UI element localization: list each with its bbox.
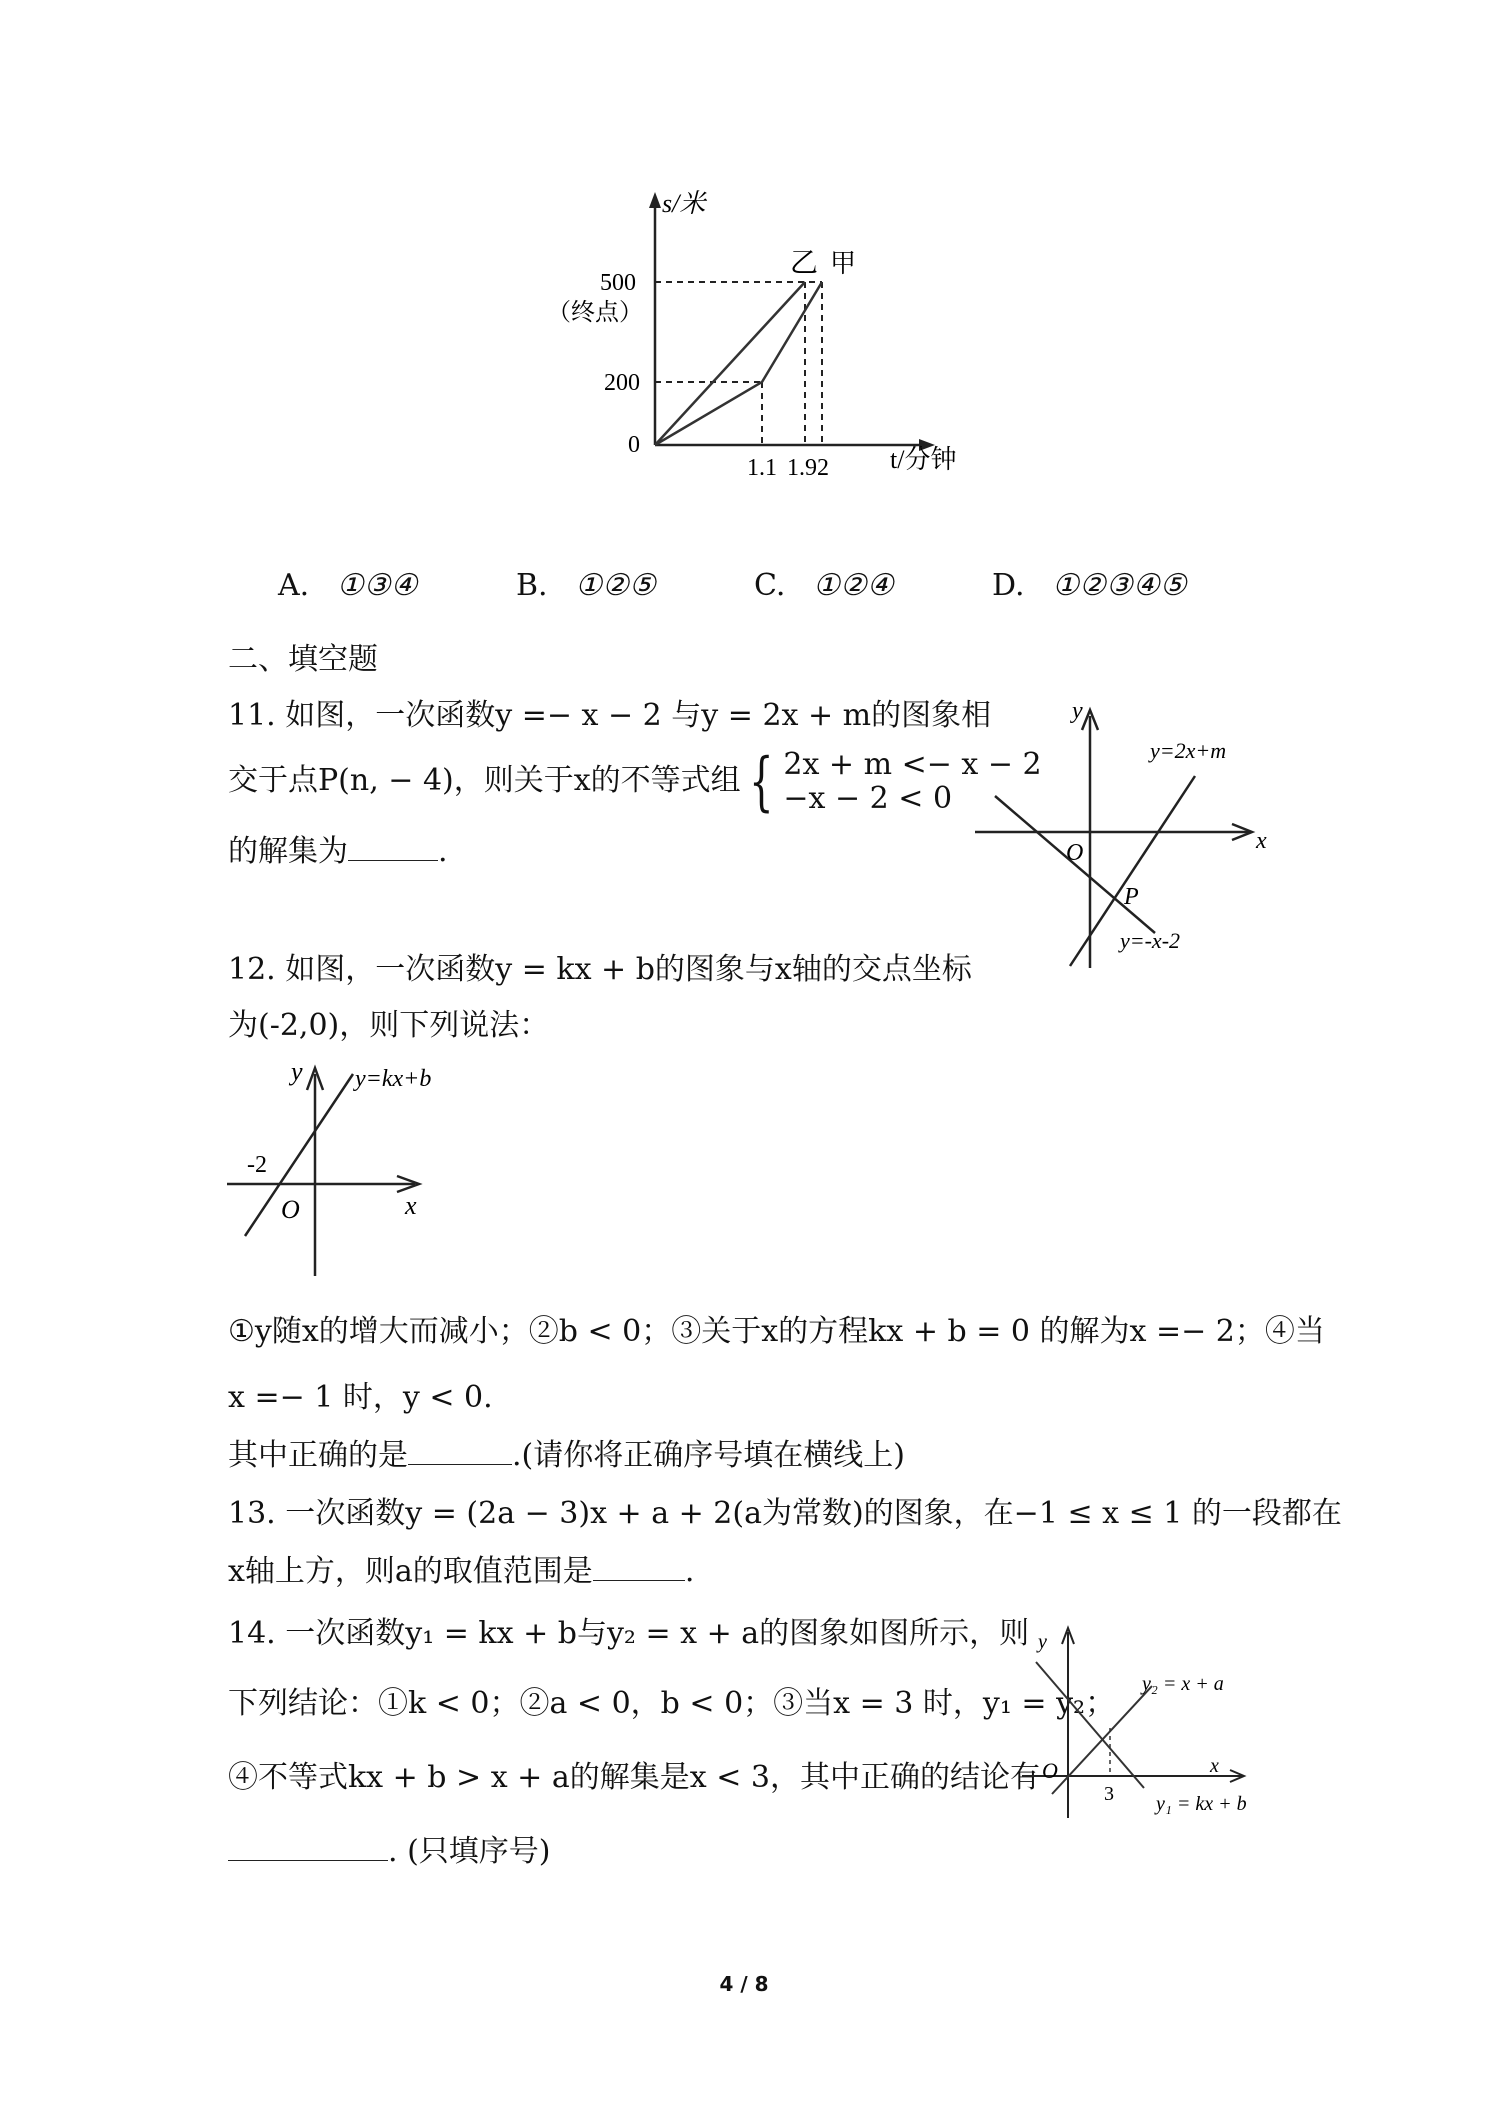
q12-statements-line1: ①y随x的增大而减小；②b < 0；③关于x的方程kx + b = 0 的解为x =− 2；④当	[228, 1314, 1325, 1349]
origin-label: 0	[628, 432, 640, 458]
q11-line2-label: y=-x-2	[1120, 928, 1181, 953]
q11-line3-text: 的解集为	[228, 834, 348, 869]
option-a	[278, 568, 417, 603]
q12-answer-line	[228, 1436, 905, 1476]
q11-line3-end: .	[438, 834, 448, 869]
q11-y-axis: y	[1072, 698, 1083, 724]
q12-line1: 12. 如图，一次函数y = kx + b的图象与x轴的交点坐标	[228, 952, 972, 987]
q14-line2-label: y₂ = x + a	[1142, 1673, 1224, 1695]
q12-statements-line2: x =− 1 时，y < 0.	[228, 1380, 493, 1415]
distance-time-graph	[540, 180, 970, 490]
option-d-letter: D.	[992, 568, 1025, 603]
y-tick-500: 500	[600, 270, 636, 296]
q12-line-label: y=kx+b	[355, 1066, 432, 1092]
q14-line3: ④不等式kx + b > x + a的解集是x < 3，其中正确的结论有	[228, 1760, 1040, 1795]
option-a-text: ①③④	[336, 568, 418, 603]
option-b-letter: B.	[516, 568, 548, 603]
q14-tick: 3	[1104, 1783, 1114, 1805]
q13-line1: 13. 一次函数y = (2a − 3)x + a + 2(a为常数)的图象，在−1 ≤ x ≤ 1 的一段都在	[228, 1496, 1342, 1531]
option-b	[516, 568, 656, 603]
option-b-text: ①②⑤	[575, 568, 656, 603]
x-axis-label: t/分钟	[890, 445, 957, 474]
q11-graph	[970, 698, 1270, 974]
q11-line1-label: y=2x+m	[1150, 738, 1227, 763]
brace-icon: {	[748, 745, 774, 819]
y-tick-200: 200	[604, 370, 640, 396]
option-c-text: ①②④	[812, 568, 894, 603]
q13-line2	[228, 1552, 694, 1592]
q14-line2: 下列结论：①k < 0；②a < 0，b < 0；③当x = 3 时，y₁ = y₂；	[228, 1686, 1116, 1721]
option-a-letter: A.	[278, 568, 310, 603]
x-tick-2: 1.92	[787, 455, 829, 481]
label-jia: 甲	[830, 249, 857, 278]
q14-line1-label: y₁ = kx + b	[1156, 1793, 1247, 1815]
q12-x-axis: x	[405, 1191, 417, 1220]
option-d	[992, 568, 1187, 603]
q13-line2-end: .	[684, 1554, 695, 1589]
q12-graph	[225, 1058, 475, 1282]
q14-line4-suffix: . (只填序号)	[388, 1834, 551, 1869]
q11-point-p: P	[1124, 884, 1139, 910]
q12-line2: 为(-2,0)，则下列说法：	[228, 1008, 550, 1043]
section-heading: 二、填空题	[228, 642, 378, 677]
q11-x-axis: x	[1256, 828, 1267, 854]
x-tick-1: 1.1	[747, 455, 777, 481]
option-c-letter: C.	[754, 568, 786, 603]
q12-y-axis: y	[291, 1058, 303, 1086]
line-jia	[655, 282, 822, 445]
q11-line2	[228, 745, 1042, 819]
q11-sys-line2: −x − 2 < 0	[783, 781, 953, 816]
label-yi: 乙	[790, 248, 819, 279]
q12-answer-suffix: .(请你将正确序号填在横线上)	[512, 1438, 905, 1473]
q14-line1: 14. 一次函数y₁ = kx + b与y₂ = x + a的图象如图所示，则	[228, 1616, 1030, 1651]
option-c	[754, 568, 894, 603]
q12-answer-prefix: 其中正确的是	[228, 1438, 408, 1473]
q11-line3	[228, 832, 448, 872]
q13-line2-prefix: x轴上方，则a的取值范围是	[228, 1554, 593, 1589]
q11-origin: O	[1066, 840, 1084, 866]
y-axis-label: s/米	[662, 189, 706, 218]
q14-graph	[1020, 1618, 1280, 1824]
q14-x-axis: x	[1210, 1755, 1219, 1777]
y-tick-500-note: （终点）	[547, 300, 643, 326]
q14-answer-blank[interactable]	[228, 1832, 388, 1861]
q14-line4	[228, 1832, 550, 1872]
q12-tick: -2	[247, 1152, 267, 1178]
q14-y-axis: y	[1038, 1631, 1047, 1653]
q11-line1: 11. 如图，一次函数y =− x − 2 与y = 2x + m的图象相	[228, 698, 992, 733]
q11-line2-prefix: 交于点P(n, − 4)，则关于x的不等式组	[228, 763, 741, 798]
q14-origin: O	[1042, 1758, 1058, 1783]
q11-sys-line1: 2x + m <− x − 2	[783, 747, 1042, 782]
page-number: 4 / 8	[719, 1972, 769, 1996]
option-d-text: ①②③④⑤	[1052, 568, 1187, 603]
q11-answer-blank[interactable]	[348, 832, 438, 861]
q13-answer-blank[interactable]	[593, 1552, 685, 1581]
q12-origin: O	[281, 1195, 300, 1224]
q12-answer-blank[interactable]	[408, 1436, 512, 1465]
line-yi	[655, 282, 805, 445]
